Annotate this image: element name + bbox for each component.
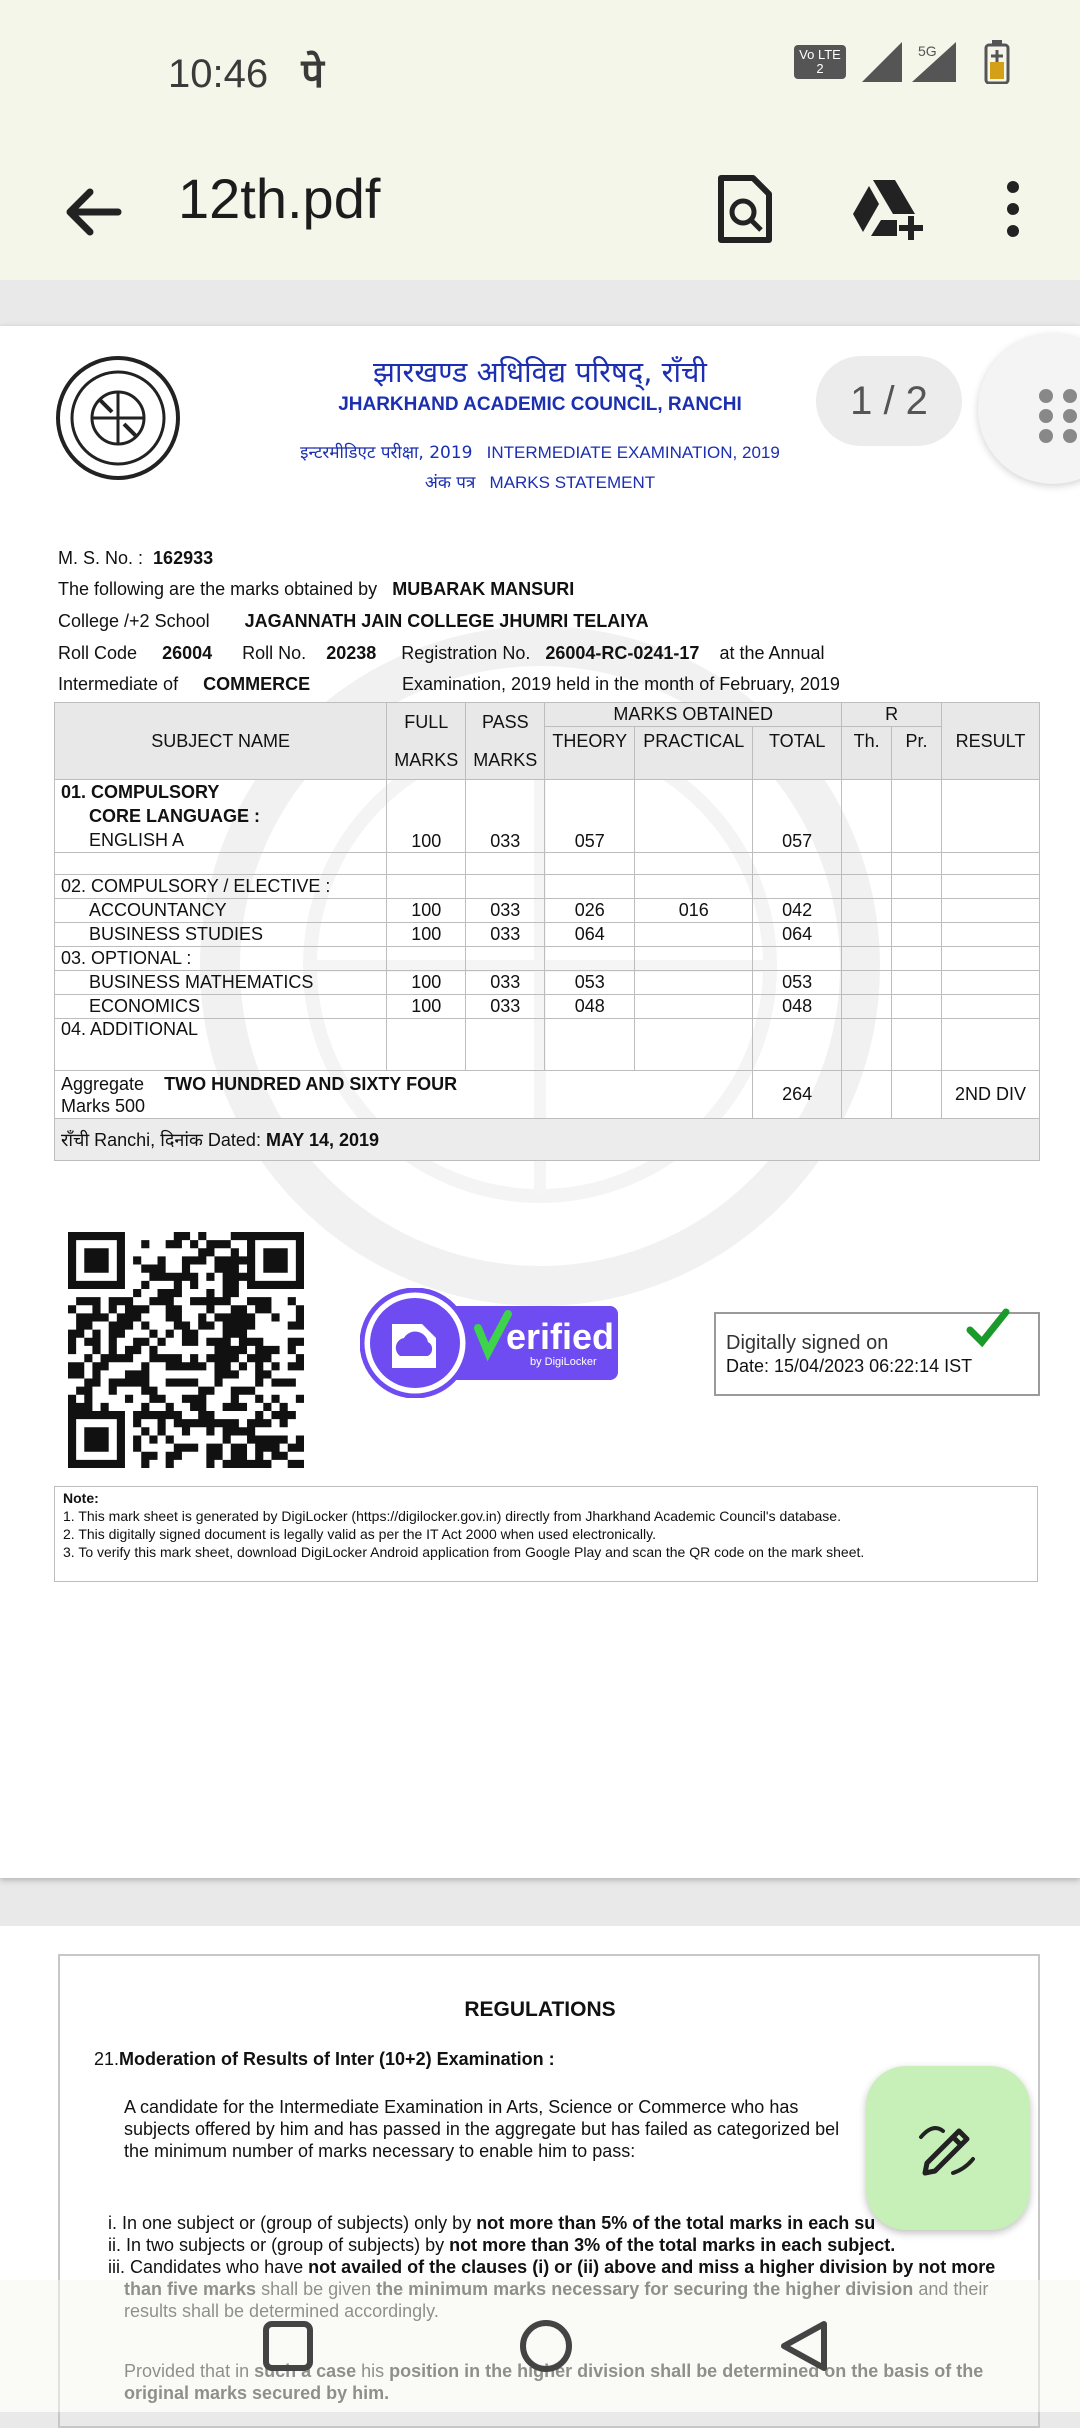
verified-subtext: by DigiLocker [530,1356,597,1368]
issue-date: MAY 14, 2019 [265,1129,380,1150]
roll-no-label: Roll No. [242,643,307,663]
marks-text: The following are the marks obtained by [58,579,378,599]
reg-label: Registration No. [401,643,531,663]
paragraph-line-3: the minimum number of marks necessary to enable him to pass: [124,2141,636,2161]
pass-marks: 033 [466,780,545,853]
paragraph-line-2: subjects offered by him and has passed in the aggregate but has failed as categorized bel [124,2119,840,2139]
full-marks: 100 [387,995,466,1019]
dated-hindi-place: राँची [61,1129,90,1151]
theory-marks: 026 [545,899,635,923]
checkmark-icon [966,1308,1010,1348]
dated-row [55,1119,1040,1161]
header-pass-marks [466,703,545,780]
roll-code: 26004 [162,643,213,663]
practical-marks: 016 [635,899,753,923]
regulations-title: REGULATIONS [464,1998,616,2021]
roll-line [58,643,825,664]
volte-icon [794,45,846,79]
edit-fab-button[interactable] [866,2066,1030,2230]
registration-no: 26004-RC-0241-17 [545,643,700,663]
aggregate-label: Aggregate [61,1073,145,1094]
pen-edit-icon [913,2113,983,2183]
total-marks: 064 [753,923,842,947]
exam-title-hindi: इन्टरमीडिएट परीक्षा, 2019 [300,443,473,463]
stream-line [58,674,840,695]
college-name: JAGANNATH JAIN COLLEGE JHUMRI TELAIYA [244,611,649,631]
group-2-title: 02. COMPULSORY / ELECTIVE : [55,875,387,899]
header-full-1: FULL [404,712,449,732]
header-theory: THEORY [545,727,635,780]
qr-code [68,1232,304,1468]
subject-name: ECONOMICS [55,995,387,1019]
group-1-title: 01. COMPULSORY [61,782,220,802]
spacer-row [55,853,1040,875]
exam-title-english: INTERMEDIATE EXAMINATION, 2019 [486,443,780,462]
signal-icon [860,40,970,84]
stream: COMMERCE [203,674,311,694]
group-elective-row [55,875,1040,899]
marks-statement-hindi: अंक पत्र [424,473,476,493]
group-optional-row [55,947,1040,971]
theory-marks: 064 [545,923,635,947]
ms-number-line [58,548,213,569]
aggregate-words: TWO HUNDRED AND SIXTY FOUR [164,1073,458,1094]
group-4-title: 04. ADDITIONAL [55,1019,387,1071]
grid-dots-icon [1038,388,1078,444]
section-heading [94,2048,555,2070]
clause-i-bold: not more than 5% of the total marks in each su [476,2213,876,2233]
navigation-bar [0,2280,1080,2412]
clause-i-text: i. In one subject or (group of subjects) only by [108,2213,477,2233]
subject-name: ACCOUNTANCY [55,899,387,923]
clock: 10:46 [168,52,269,96]
drive-add-icon [849,176,925,242]
note-line-1: 1. This mark sheet is generated by DigiLocker (https://digilocker.gov.in) directly from Jharkhand Academic Council's database. [63,1508,841,1524]
roll-no: 20238 [326,643,377,663]
table-row [55,899,1040,923]
subject-name: ENGLISH A [89,830,185,850]
council-name-hindi: झारखण्ड अधिविद्य परिषद्, राँची [373,355,707,389]
section-title: Moderation of Results of Inter (10+2) Examination : [119,2049,555,2069]
digital-signature-box [714,1312,1040,1396]
table-row [55,923,1040,947]
annual-text: at the Annual [719,643,825,663]
volte-text: Vo LTE 2 [799,47,841,76]
pass-marks: 033 [466,971,545,995]
pdf-page-1 [0,326,1080,1878]
header-result: RESULT [942,703,1040,780]
group-compulsory [55,780,387,853]
full-marks: 100 [387,971,466,995]
status-bar [0,0,1080,140]
group-1-subtitle: CORE LANGUAGE : [89,806,260,826]
document-title: 12th.pdf [178,167,381,230]
college-line [58,611,649,632]
total-marks: 057 [753,780,842,853]
recents-icon[interactable] [260,2318,316,2374]
note-title: Note: [63,1490,99,1506]
clause-iii-bold: not availed of the clauses (i) or (ii) above and miss a higher division by not more [308,2257,996,2277]
note-line-2: 2. This digitally signed document is legally valid as per the IT Act 2000 when used electronically. [63,1526,656,1542]
document-search-icon [713,174,777,244]
total-marks: 048 [753,995,842,1019]
roll-code-label: Roll Code [58,643,138,663]
marks-statement-english: MARKS STATEMENT [489,473,656,492]
note-box [54,1486,1038,1582]
verified-badge [360,1288,620,1398]
header-marks-obtained: MARKS OBTAINED [545,703,842,727]
header-pr: Pr. [892,727,942,780]
regulation-paragraph [124,2096,839,2162]
marks-statement-title [0,470,1080,493]
search-document-button[interactable] [700,164,790,254]
practical-marks [635,971,753,995]
home-icon[interactable] [518,2318,574,2374]
subject-name: BUSINESS STUDIES [55,923,387,947]
note-line-3: 3. To verify this mark sheet, download DigiLocker Android application from Google Play and scan the QR code on the mark sheet. [63,1544,865,1560]
group-compulsory-row [55,780,1040,853]
clause-ii-text: ii. In two subjects or (group of subjects) by [108,2235,450,2255]
subject-name: BUSINESS MATHEMATICS [55,971,387,995]
qr-modules [68,1232,304,1468]
inter-label: Intermediate of [58,674,179,694]
clause-ii-bold: not more than 3% of the total marks in each subject. [449,2235,896,2255]
ms-number: 162933 [153,548,214,568]
aggregate-max-marks: Marks 500 [61,1095,146,1116]
table-row [55,971,1040,995]
student-name-line [58,579,574,600]
header-total: TOTAL [753,727,842,780]
student-name: MUBARAK MANSURI [392,579,575,599]
header-th: Th. [842,727,892,780]
back-nav-icon[interactable] [776,2318,832,2374]
theory-marks: 057 [545,780,635,853]
marks-table [54,702,1040,1161]
header-pass-1: PASS [481,712,529,732]
council-name-english: JHARKHAND ACADEMIC COUNCIL, RANCHI [338,394,742,415]
add-to-drive-button[interactable] [842,164,932,254]
exam-held-text: Examination, 2019 held in the month of February, 2019 [402,674,840,694]
theory-marks: 053 [545,971,635,995]
ms-label: M. S. No. : [58,548,144,568]
signature-line-1: Digitally signed on [726,1332,889,1354]
table-row [55,995,1040,1019]
more-options-button[interactable] [968,164,1058,254]
battery-icon [984,40,1010,84]
dated-cell [55,1119,1040,1161]
clause-iii-text: iii. Candidates who have [108,2257,309,2277]
app-bar [0,140,1080,280]
practical-marks [635,923,753,947]
header-pass-2: MARKS [473,750,538,770]
more-vert-icon [1003,179,1023,239]
header-r: R [842,703,942,727]
theory-marks: 048 [545,995,635,1019]
page-indicator: 1 / 2 [816,356,962,446]
network-label: 5G [918,43,937,59]
back-arrow-icon[interactable] [56,172,136,252]
header-full-2: MARKS [394,750,459,770]
pass-marks: 033 [466,923,545,947]
aggregate-row [55,1071,1040,1119]
aggregate-total: 264 [753,1071,842,1119]
header-subject: SUBJECT NAME [55,703,387,780]
total-marks: 053 [753,971,842,995]
full-marks: 100 [387,899,466,923]
clause-iii [108,2256,1028,2278]
status-time [168,44,324,99]
practical-marks [635,780,753,853]
total-marks: 042 [753,899,842,923]
group-3-title: 03. OPTIONAL : [55,947,387,971]
practical-marks [635,995,753,1019]
carrier-glyph: पे [301,51,324,97]
pass-marks: 033 [466,995,545,1019]
verified-text: erified [506,1316,615,1357]
result-division: 2ND DIV [942,1071,1040,1119]
pass-marks: 033 [466,899,545,923]
dated-hindi-label: दिनांक [160,1129,203,1151]
college-label: College /+2 School [58,611,210,631]
dated-label: Dated: [207,1129,261,1150]
status-icons [794,40,1010,84]
signature-date: Date: 15/04/2023 06:22:14 IST [726,1356,973,1376]
group-additional-row [55,1019,1040,1071]
aggregate-cell [55,1071,753,1119]
dated-place: Ranchi, [94,1129,156,1150]
header-full-marks [387,703,466,780]
full-marks: 100 [387,780,466,853]
section-number: 21. [94,2049,120,2069]
header-practical: PRACTICAL [635,727,753,780]
full-marks: 100 [387,923,466,947]
paragraph-line-1: A candidate for the Intermediate Examination in Arts, Science or Commerce who has [124,2097,799,2117]
clause-ii [108,2234,1028,2256]
